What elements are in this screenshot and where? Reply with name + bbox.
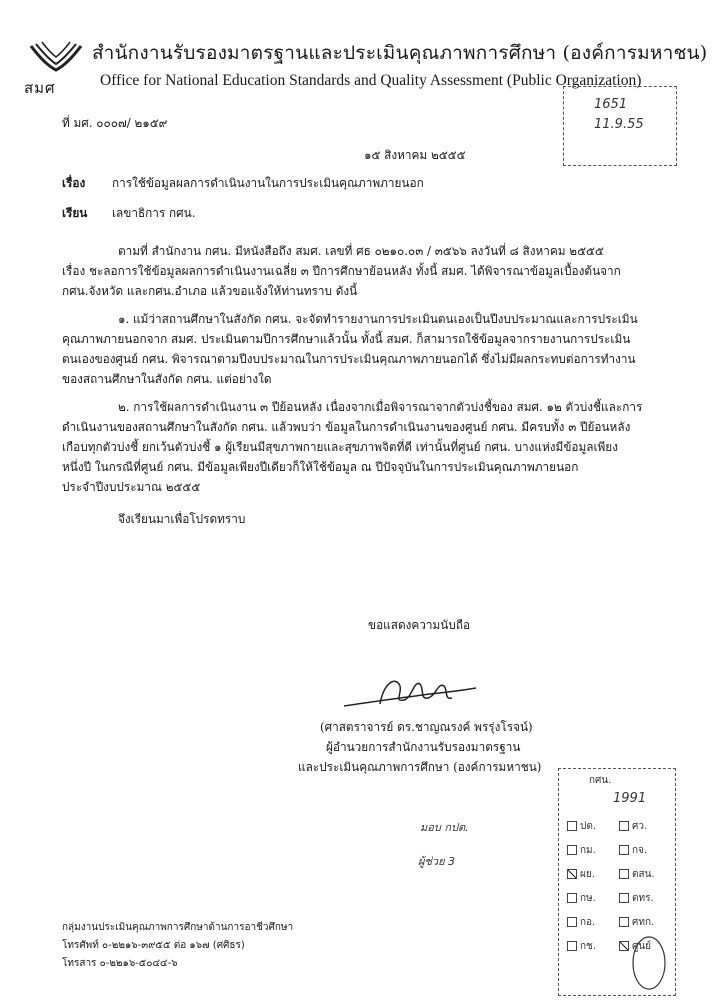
paragraph-line: เรื่อง ชะลอการใช้ข้อมูลผลการดำเนินงานเฉลี่ย ๓ ปีการศึกษาย้อนหลัง ทั้งนี้ สมศ. ได้พิจารณาข้อมูลเบื้องต้นจาก bbox=[62, 264, 621, 278]
paragraph-line: ๒. การใช้ผลการดำเนินงาน ๓ ปีย้อนหลัง เนื่องจากเมื่อพิจารณาจากตัวบ่งชี้ของ สมศ. ๑๒ ตัวบ่งชี้และการ bbox=[118, 400, 643, 414]
checkbox-icon bbox=[619, 821, 629, 831]
org-name-english: Office for National Education Standards and Quality Assessment (Public Organization) bbox=[100, 72, 642, 89]
stamp-item: ผย. bbox=[580, 869, 595, 880]
footer-unit: กลุ่มงานประเมินคุณภาพการศึกษาด้านการอาชีวศึกษา bbox=[62, 922, 294, 933]
stamp-date: 11.9.55 bbox=[594, 117, 644, 132]
receiving-stamp bbox=[563, 86, 677, 166]
signer-title-line2: และประเมินคุณภาพการศึกษา (องค์การมหาชน) bbox=[298, 760, 542, 774]
onesqa-logo-icon bbox=[26, 40, 86, 78]
closing-line: จึงเรียนมาเพื่อโปรดทราบ bbox=[118, 512, 246, 526]
checkbox-icon bbox=[567, 821, 577, 831]
signature-icon bbox=[340, 672, 480, 716]
stamp-item: กอ. bbox=[580, 917, 596, 928]
stamp-header: กศน. bbox=[589, 775, 612, 786]
to-label: เรียน bbox=[62, 206, 88, 220]
paragraph-line: หนึ่งปี ในกรณีที่ศูนย์ กศน. มีข้อมูลเพียงปีเดียวก็ให้ใช้ข้อมูล ณ ปีปัจจุบันในการประเมินคุณภาพภายนอก bbox=[62, 460, 579, 474]
paragraph-line: ดำเนินงานของสถานศึกษาในสังกัด กศน. แล้วพบว่า ข้อมูลในการดำเนินงานของศูนย์ กศน. มีครบทั้ง ๓ ปีย้อนหลัง bbox=[62, 420, 631, 434]
stamp-number: 1651 bbox=[594, 97, 628, 112]
routing-stamp bbox=[558, 768, 676, 996]
paragraph-line: ตามที่ สำนักงาน กศน. มีหนังสือถึง สมศ. เลขที่ ศธ ๐๒๑๐.๐๓ / ๓๕๖๖ ลงวันที่ ๘ สิงหาคม ๒๕๕๕ bbox=[118, 244, 604, 258]
stamp-item: ตสน. bbox=[632, 869, 655, 880]
checked-checkbox-icon bbox=[619, 941, 629, 951]
stamp-item: กม. bbox=[580, 845, 596, 856]
checkbox-icon bbox=[619, 893, 629, 903]
reference-number: ที่ มศ. ๐๐๐๗/ ๒๑๕๙ bbox=[62, 116, 168, 130]
paragraph-line: ประจำปีงบประมาณ ๒๕๕๕ bbox=[62, 480, 201, 494]
handwritten-note: ผู้ช่วย 3 bbox=[418, 855, 456, 868]
stamp-item: กช. bbox=[580, 941, 597, 952]
regards-text: ขอแสดงความนับถือ bbox=[368, 618, 471, 632]
signer-name: (ศาสตราจารย์ ดร.ชาญณรงค์ พรรุ่งโรจน์) bbox=[320, 720, 533, 734]
stamp-number: 1991 bbox=[613, 791, 647, 806]
checkbox-icon bbox=[619, 845, 629, 855]
checked-checkbox-icon bbox=[567, 869, 577, 879]
checkbox-icon bbox=[567, 917, 577, 927]
stamp-item: ศว. bbox=[632, 821, 648, 832]
checkbox-icon bbox=[567, 893, 577, 903]
logo-abbreviation: สมศ bbox=[24, 79, 56, 97]
subject-label: เรื่อง bbox=[62, 176, 86, 190]
checkbox-icon bbox=[619, 869, 629, 879]
paragraph-line: ตนเองของศูนย์ กศน. พิจารณาตามปีงบประมาณในการประเมินคุณภาพภายนอกได้ ซึ่งไม่มีผลกระทบต่อการทำงาน bbox=[62, 352, 636, 366]
stamp-item: กจ. bbox=[632, 845, 648, 856]
checkbox-icon bbox=[567, 845, 577, 855]
stamp-item: ศทก. bbox=[632, 917, 655, 928]
stamp-item: กษ. bbox=[580, 893, 596, 904]
letter-date: ๑๕ สิงหาคม ๒๕๕๕ bbox=[364, 148, 466, 162]
to-text: เลขาธิการ กศน. bbox=[112, 206, 196, 220]
paragraph-line: กศน.จังหวัด และกศน.อำเภอ แล้วขอแจ้งให้ท่านทราบ ดังนี้ bbox=[62, 284, 358, 298]
paragraph-line: เกือบทุกตัวบ่งชี้ ยกเว้นตัวบ่งชี้ ๑ ผู้เรียนมีสุขภาพกายและสุขภาพจิตที่ดี เท่านั้นที่ศูนย์ กศน. บางแห่งมีข้อมูลเพียง bbox=[62, 440, 618, 454]
handwritten-note: มอบ กปต. bbox=[420, 821, 469, 834]
signer-title-line1: ผู้อำนวยการสำนักงานรับรองมาตรฐาน bbox=[326, 740, 521, 754]
stamp-item: ตทร. bbox=[632, 893, 654, 904]
stamp-item: ศูนย์ bbox=[632, 941, 652, 952]
subject-text: การใช้ข้อมูลผลการดำเนินงานในการประเมินคุณภาพภายนอก bbox=[112, 176, 424, 190]
org-name-thai: สำนักงานรับรองมาตรฐานและประเมินคุณภาพการศึกษา (องค์การมหาชน) bbox=[92, 42, 708, 64]
paragraph-line: ๑. แม้ว่าสถานศึกษาในสังกัด กศน. จะจัดทำรายงานการประเมินตนเองเป็นปีงบประมาณและการประเมิน bbox=[118, 312, 638, 326]
paragraph-line: คุณภาพภายนอกจาก สมศ. ประเมินตามปีการศึกษาแล้วนั้น ทั้งนี้ สมศ. ก็สามารถใช้ข้อมูลจากรายงานการประเมิน bbox=[62, 332, 631, 346]
checkbox-icon bbox=[567, 941, 577, 951]
checkbox-icon bbox=[619, 917, 629, 927]
footer-phone: โทรศัพท์ ๐-๒๒๑๖-๓๙๕๕ ต่อ ๑๖๗ (ศศิธร) bbox=[62, 940, 245, 951]
footer-fax: โทรสาร ๐-๒๒๑๖-๕๐๔๔-๖ bbox=[62, 958, 178, 969]
stamp-item: ปต. bbox=[580, 821, 597, 832]
paragraph-line: ของสถานศึกษาในสังกัด กศน. แต่อย่างใด bbox=[62, 372, 272, 386]
handwritten-circle-icon bbox=[629, 929, 669, 991]
